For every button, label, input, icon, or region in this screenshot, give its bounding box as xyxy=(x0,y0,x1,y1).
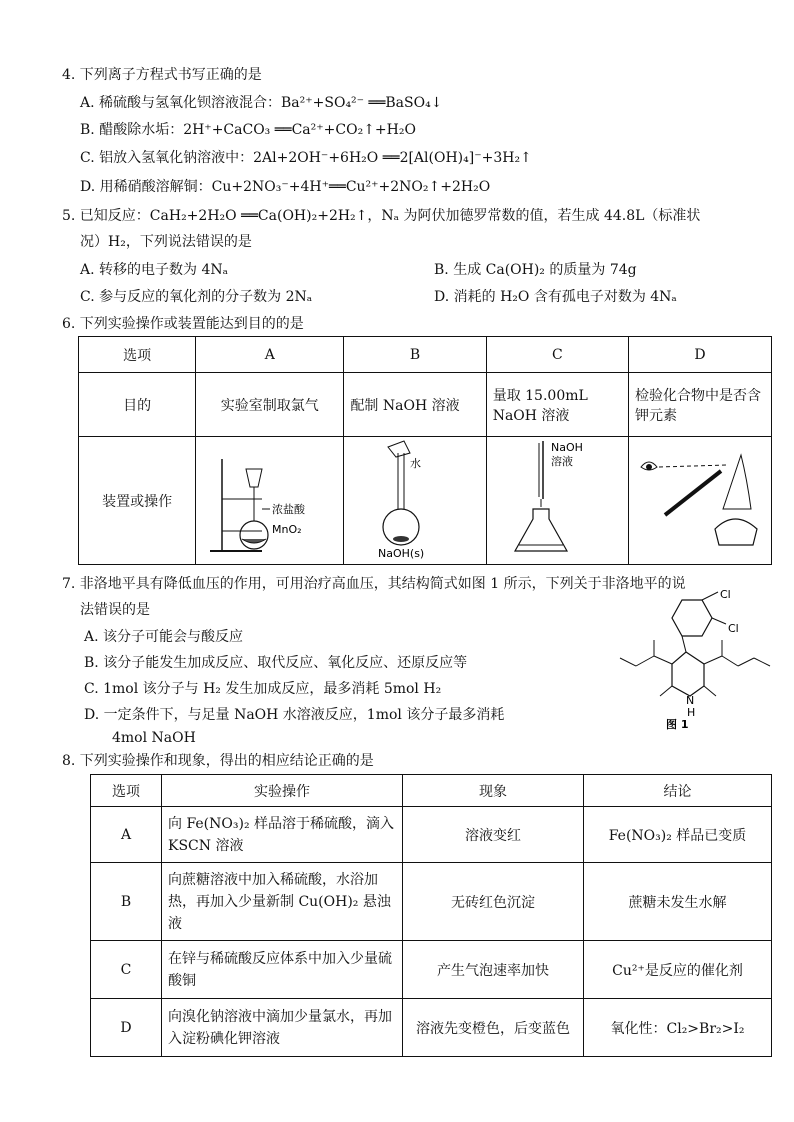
naoh-solid-label: NaOH(s) xyxy=(378,546,425,559)
table-row xyxy=(91,807,772,863)
q4-option-d: D. 用稀硝酸溶解铜：Cu+2NO₃⁻+4H⁺══Cu²⁺+2NO₂↑+2H₂O xyxy=(80,179,491,195)
hydrogen-atom: H xyxy=(687,706,696,719)
q5-option-b: B. 生成 Ca(OH)₂ 的质量为 74g xyxy=(434,262,637,278)
q8-table xyxy=(90,774,772,1057)
q6-header-a: A xyxy=(196,337,344,373)
q5-option-a: A. 转移的电子数为 4Nₐ xyxy=(80,262,229,278)
q6-stem: 6. 下列实验操作或装置能达到目的的是 xyxy=(62,316,304,332)
q8-header-option: 选项 xyxy=(91,775,162,807)
q8-row-d-operation: 向溴化钠溶液中滴加少量氯水，再加入淀粉碘化钾溶液 xyxy=(162,999,403,1057)
burette-figure xyxy=(493,439,611,559)
q7-option-d-2: 4mol NaOH xyxy=(112,730,196,746)
flame-test-figure xyxy=(635,439,765,559)
q5-option-d: D. 消耗的 H₂O 含有孤电子对数为 4Nₐ xyxy=(434,289,677,305)
q8-row-b-conclusion: 蔗糖未发生水解 xyxy=(584,863,772,941)
q5-stem-2: 况）H₂，下列说法错误的是 xyxy=(80,234,252,250)
chlorine-apparatus-figure xyxy=(202,439,326,559)
q8-row-d-phenomenon: 溶液先变橙色，后变蓝色 xyxy=(403,999,584,1057)
q7-option-a: A. 该分子可能会与酸反应 xyxy=(84,629,244,645)
q6-table xyxy=(78,336,772,565)
q6-device-label: 装置或操作 xyxy=(79,437,196,565)
q5-option-c: C. 参与反应的氧化剂的分子数为 2Nₐ xyxy=(80,289,313,305)
q6-device-a xyxy=(196,437,344,565)
table-row xyxy=(91,863,772,941)
volumetric-flask-figure xyxy=(350,439,468,559)
mno2-label: MnO₂ xyxy=(272,522,302,536)
chlorine-atom-2: Cl xyxy=(728,622,739,635)
q8-row-c-operation: 在锌与稀硫酸反应体系中加入少量硫酸铜 xyxy=(162,941,403,999)
q8-row-c-option: C xyxy=(91,941,162,999)
q8-row-c-phenomenon: 产生气泡速率加快 xyxy=(403,941,584,999)
q6-device-c xyxy=(486,437,628,565)
q8-row-b-operation: 向蔗糖溶液中加入稀硫酸，水浴加热，再加入少量新制 Cu(OH)₂ 悬浊液 xyxy=(162,863,403,941)
nitrogen-atom: N xyxy=(686,694,695,707)
q8-row-a-phenomenon: 溶液变红 xyxy=(403,807,584,863)
q6-purpose-c: 量取 15.00mL NaOH 溶液 xyxy=(486,373,628,437)
q8-header-phenomenon: 现象 xyxy=(403,775,584,807)
q4-option-b: B. 醋酸除水垢：2H⁺+CaCO₃ ══Ca²⁺+CO₂↑+H₂O xyxy=(80,122,416,138)
table-row xyxy=(91,941,772,999)
q6-purpose-a: 实验室制取氯气 xyxy=(196,373,344,437)
q8-stem: 8. 下列实验操作和现象，得出的相应结论正确的是 xyxy=(62,753,374,769)
q4-option-c: C. 铝放入氢氧化钠溶液中：2Al+2OH⁻+6H₂O ══2[Al(OH)₄]⁻+3H₂↑ xyxy=(80,150,532,166)
q4-stem: 4. 下列离子方程式书写正确的是 xyxy=(62,67,262,83)
q8-header-operation: 实验操作 xyxy=(162,775,403,807)
q4-option-a: A. 稀硫酸与氢氧化钡溶液混合：Ba²⁺+SO₄²⁻ ══BaSO₄↓ xyxy=(80,95,443,111)
q7-stem-1: 7. 非洛地平具有降低血压的作用，可用治疗高血压，其结构简式如图 1 所示，下列关于非洛地平的说 xyxy=(62,576,686,592)
q6-header-option: 选项 xyxy=(79,337,196,373)
q7-stem-2: 法错误的是 xyxy=(80,602,150,618)
solution-label: 溶液 xyxy=(550,454,573,468)
q6-purpose-label: 目的 xyxy=(79,373,196,437)
q8-row-d-conclusion: 氧化性：Cl₂>Br₂>I₂ xyxy=(584,999,772,1057)
q6-device-b xyxy=(344,437,486,565)
naoh-burette-label: NaOH xyxy=(550,440,583,454)
q6-header-b: B xyxy=(344,337,486,373)
q6-header-d: D xyxy=(629,337,772,373)
q6-purpose-b: 配制 NaOH 溶液 xyxy=(344,373,486,437)
q6-device-d xyxy=(629,437,772,565)
q7-option-c: C. 1mol 该分子与 H₂ 发生加成反应，最多消耗 5mol H₂ xyxy=(84,681,442,697)
figure-1-caption: 图 1 xyxy=(666,718,689,730)
q6-purpose-d: 检验化合物中是否含钾元素 xyxy=(629,373,772,437)
table-row xyxy=(91,999,772,1057)
felodipine-structure-figure xyxy=(606,590,776,730)
q8-row-a-option: A xyxy=(91,807,162,863)
q8-row-a-operation: 向 Fe(NO₃)₂ 样品溶于稀硫酸，滴入 KSCN 溶液 xyxy=(162,807,403,863)
q8-row-a-conclusion: Fe(NO₃)₂ 样品已变质 xyxy=(584,807,772,863)
q7-option-d-1: D. 一定条件下，与足量 NaOH 水溶液反应，1mol 该分子最多消耗 xyxy=(84,707,505,723)
q7-option-b: B. 该分子能发生加成反应、取代反应、氧化反应、还原反应等 xyxy=(84,655,468,671)
q5-stem-1: 5. 已知反应：CaH₂+2H₂O ══Ca(OH)₂+2H₂↑，Nₐ 为阿伏加德罗常数的值，若生成 44.8L（标准状 xyxy=(62,208,701,224)
water-label: 水 xyxy=(410,456,422,470)
q8-header-conclusion: 结论 xyxy=(584,775,772,807)
q6-header-c: C xyxy=(486,337,628,373)
chlorine-atom-1: Cl xyxy=(720,590,731,601)
q8-row-b-phenomenon: 无砖红色沉淀 xyxy=(403,863,584,941)
conc-hcl-label: 浓盐酸 xyxy=(272,502,306,516)
q8-row-b-option: B xyxy=(91,863,162,941)
q8-row-c-conclusion: Cu²⁺是反应的催化剂 xyxy=(584,941,772,999)
q8-row-d-option: D xyxy=(91,999,162,1057)
